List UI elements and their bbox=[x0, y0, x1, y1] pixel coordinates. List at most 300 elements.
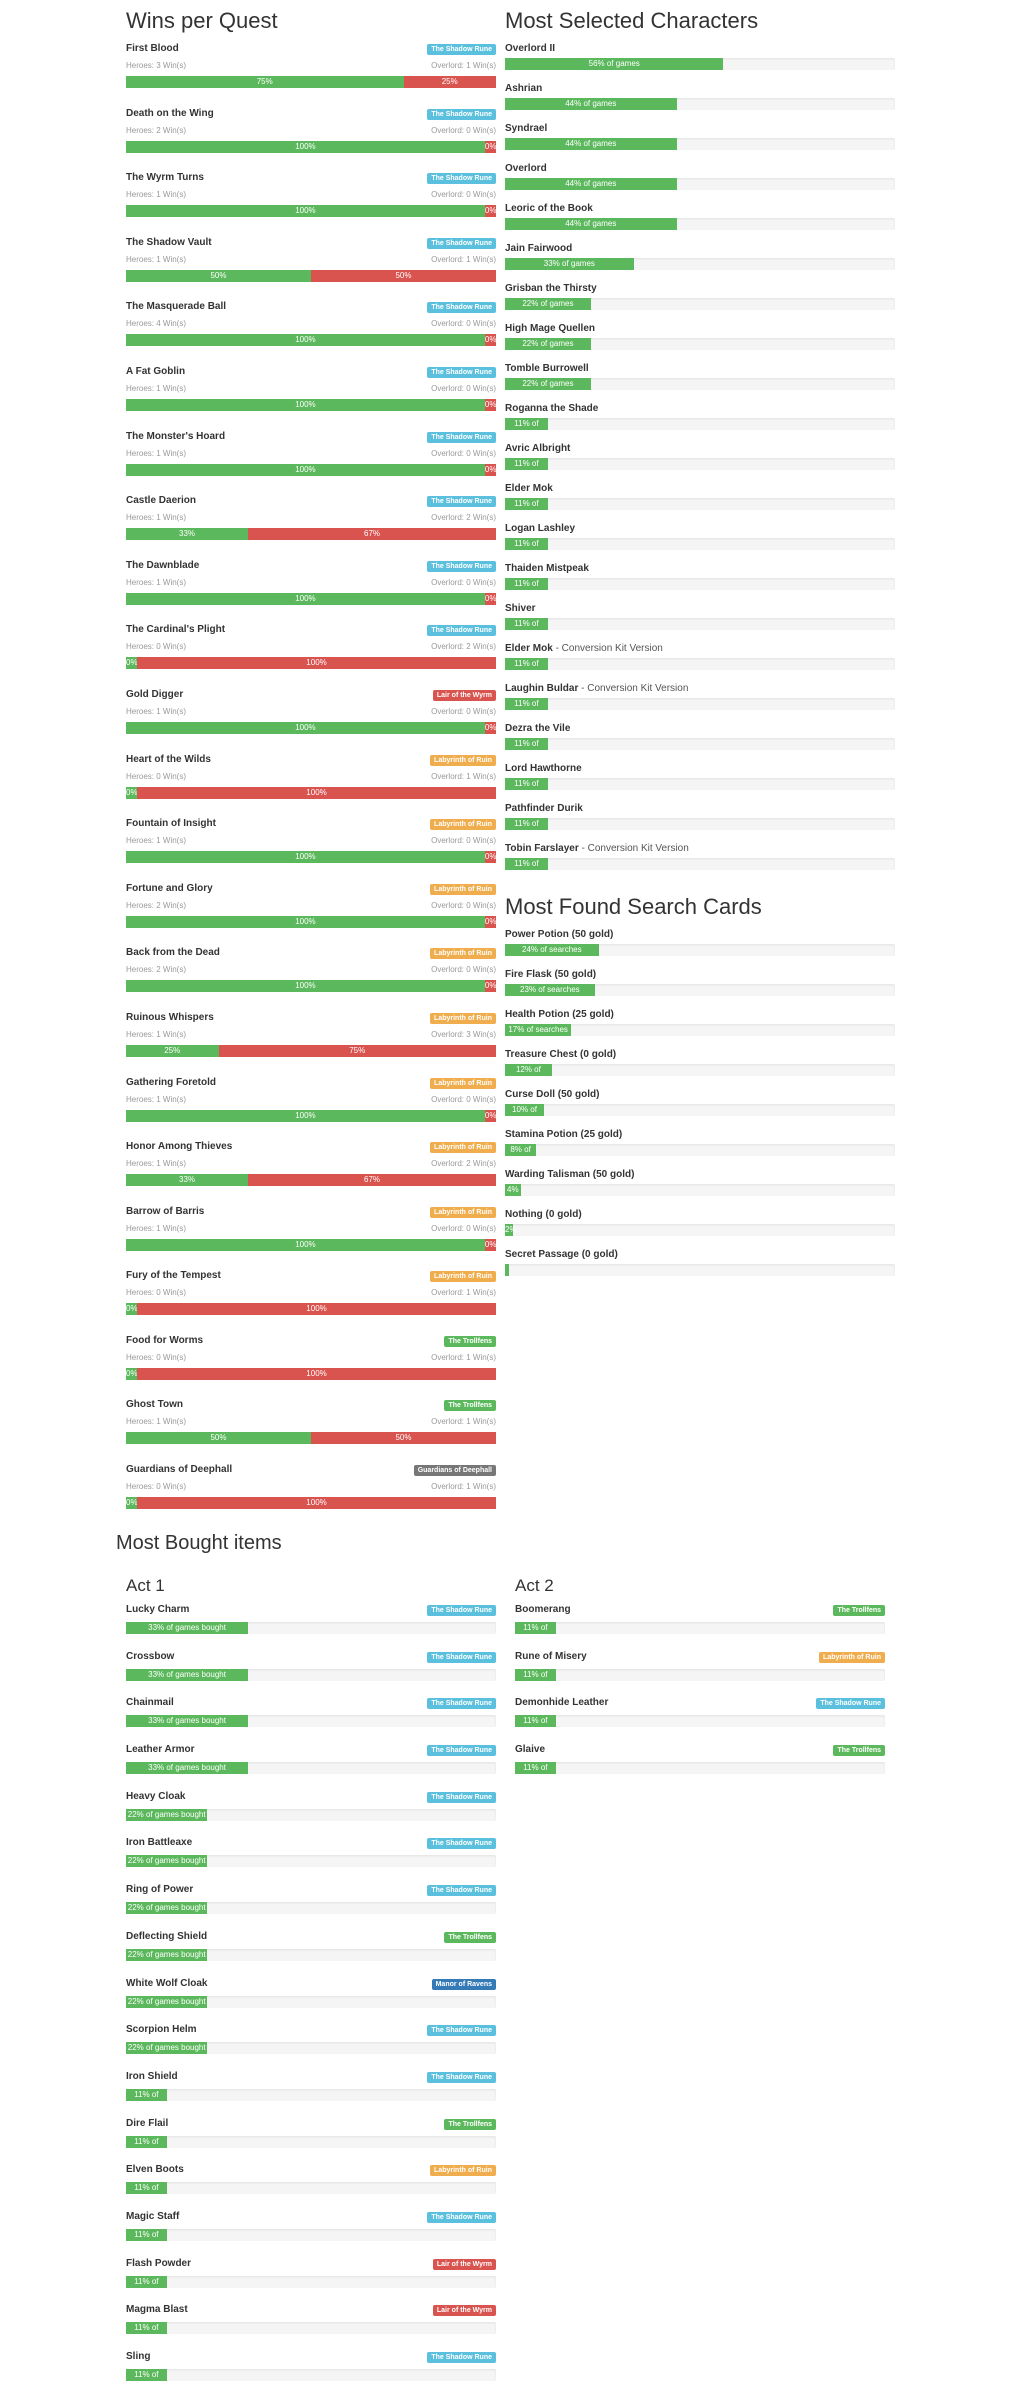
purchase-progress-fill: 11% of bbox=[126, 2369, 167, 2381]
quest-header bbox=[126, 1076, 496, 1090]
character-name-line bbox=[505, 722, 895, 736]
search-progress-bar bbox=[505, 1104, 895, 1116]
item-name: Chainmail bbox=[126, 1697, 174, 1709]
win-ratio-bar bbox=[126, 1432, 496, 1444]
character-name: Tomble Burrowell bbox=[505, 363, 589, 374]
search-progress-fill: 12% of bbox=[505, 1064, 552, 1076]
selection-progress-fill: 56% of games bbox=[505, 58, 723, 70]
quest-win-counts bbox=[126, 576, 496, 590]
win-ratio-bar bbox=[126, 1110, 496, 1122]
selection-progress-bar bbox=[505, 658, 895, 670]
selection-progress-bar bbox=[505, 418, 895, 430]
heroes-wins: Heroes: 1 Win(s) bbox=[126, 706, 187, 716]
expansion-tag: Labyrinth of Ruin bbox=[430, 2165, 496, 2176]
expansion-tag: Labyrinth of Ruin bbox=[430, 819, 496, 830]
item-row bbox=[126, 1836, 496, 1883]
quest-win-counts bbox=[126, 511, 496, 525]
overlord-win-segment: 0% bbox=[484, 464, 497, 474]
item-header bbox=[126, 1743, 496, 1757]
heroes-wins: Heroes: 2 Win(s) bbox=[126, 965, 187, 975]
character-row bbox=[505, 282, 895, 322]
expansion-tag: The Shadow Rune bbox=[427, 2025, 496, 2036]
overlord-wins: Overlord: 0 Win(s) bbox=[431, 900, 496, 910]
quest-row bbox=[126, 623, 496, 688]
win-ratio-bar bbox=[126, 1174, 496, 1186]
character-version-note: - Conversion Kit Version bbox=[552, 643, 663, 654]
character-row bbox=[505, 362, 895, 402]
quest-header bbox=[126, 365, 496, 379]
search-progress-fill: 10% of bbox=[505, 1104, 544, 1116]
most-selected-characters-panel bbox=[505, 0, 895, 882]
win-ratio-bar bbox=[126, 205, 496, 217]
heroes-wins: Heroes: 1 Win(s) bbox=[126, 513, 187, 523]
character-name: Grisban the Thirsty bbox=[505, 283, 597, 294]
selection-progress-fill: 44% of games bbox=[505, 98, 677, 110]
selection-progress-bar bbox=[505, 698, 895, 710]
purchase-progress-bar bbox=[515, 1715, 885, 1727]
quest-row bbox=[126, 1076, 496, 1141]
win-ratio-bar bbox=[126, 593, 496, 605]
most-selected-characters-title: Most Selected Characters bbox=[505, 8, 759, 33]
quest-header bbox=[126, 1140, 496, 1154]
character-name-line bbox=[505, 42, 895, 56]
character-row bbox=[505, 562, 895, 602]
heroes-win-segment: 0% bbox=[126, 1498, 138, 1508]
quest-name: Guardians of Deephall bbox=[126, 1464, 233, 1476]
character-name: Roganna the Shade bbox=[505, 403, 599, 414]
overlord-wins: Overlord: 0 Win(s) bbox=[431, 448, 496, 458]
heroes-win-segment: 100% bbox=[126, 399, 485, 411]
win-ratio-bar bbox=[126, 399, 496, 411]
expansion-tag: Labyrinth of Ruin bbox=[430, 1142, 496, 1153]
heroes-wins: Heroes: 1 Win(s) bbox=[126, 836, 187, 846]
expansion-tag: The Trollfens bbox=[444, 1400, 496, 1411]
purchase-progress-bar bbox=[126, 2369, 496, 2381]
quest-header bbox=[126, 559, 496, 573]
character-name-line bbox=[505, 122, 895, 136]
purchase-progress-fill: 11% of bbox=[126, 2136, 167, 2148]
selection-progress-bar bbox=[505, 778, 895, 790]
selection-progress-fill: 44% of games bbox=[505, 178, 677, 190]
item-name: Rune of Misery bbox=[515, 1650, 587, 1662]
expansion-tag: The Shadow Rune bbox=[427, 1698, 496, 1709]
selection-progress-bar bbox=[505, 738, 895, 750]
selection-progress-fill: 11% of bbox=[505, 618, 548, 630]
purchase-progress-bar bbox=[126, 1715, 496, 1727]
expansion-tag: The Trollfens bbox=[444, 1932, 496, 1943]
quest-win-counts bbox=[126, 253, 496, 267]
selection-progress-fill: 11% of bbox=[505, 538, 548, 550]
overlord-win-segment: 67% bbox=[248, 1174, 496, 1186]
heroes-wins: Heroes: 1 Win(s) bbox=[126, 1159, 187, 1169]
quest-row bbox=[126, 1463, 496, 1528]
quest-win-counts bbox=[126, 317, 496, 331]
item-name: Leather Armor bbox=[126, 1744, 195, 1756]
character-row bbox=[505, 442, 895, 482]
expansion-tag: The Shadow Rune bbox=[427, 1605, 496, 1616]
selection-progress-bar bbox=[505, 98, 895, 110]
search-card-row bbox=[505, 1248, 895, 1288]
character-name: High Mage Quellen bbox=[505, 323, 596, 334]
purchase-progress-bar bbox=[126, 2042, 496, 2054]
win-ratio-bar bbox=[126, 1303, 496, 1315]
item-header bbox=[126, 2023, 496, 2037]
heroes-win-segment: 50% bbox=[126, 270, 311, 282]
item-row bbox=[126, 1650, 496, 1697]
expansion-tag: The Shadow Rune bbox=[427, 1652, 496, 1663]
heroes-win-segment: 0% bbox=[126, 1368, 138, 1378]
search-progress-bar bbox=[505, 1144, 895, 1156]
overlord-win-segment: 0% bbox=[484, 399, 497, 409]
quest-name: Gold Digger bbox=[126, 688, 184, 700]
heroes-win-segment: 25% bbox=[126, 1045, 219, 1057]
purchase-progress-fill: 22% of games bought bbox=[127, 1996, 206, 2006]
character-name-line bbox=[505, 682, 895, 696]
item-name: Boomerang bbox=[515, 1604, 571, 1615]
purchase-progress-bar bbox=[126, 2089, 496, 2101]
character-name: Overlord bbox=[505, 163, 547, 174]
selection-progress-bar bbox=[505, 218, 895, 230]
quest-row bbox=[126, 1334, 496, 1399]
heroes-win-segment: 75% bbox=[126, 76, 404, 88]
selection-progress-fill: 11% of bbox=[505, 458, 548, 470]
quest-header bbox=[126, 107, 496, 121]
win-ratio-bar bbox=[126, 270, 496, 282]
expansion-tag: The Trollfens bbox=[444, 1336, 496, 1347]
purchase-progress-bar bbox=[515, 1669, 885, 1681]
purchase-progress-bar bbox=[126, 1622, 496, 1634]
win-ratio-bar bbox=[126, 76, 496, 88]
heroes-wins: Heroes: 1 Win(s) bbox=[126, 383, 187, 393]
item-header bbox=[126, 2257, 496, 2271]
heroes-wins: Heroes: 1 Win(s) bbox=[126, 1223, 187, 1233]
purchase-progress-bar bbox=[126, 1902, 496, 1914]
quest-header bbox=[126, 1205, 496, 1219]
item-name: Crossbow bbox=[126, 1650, 175, 1662]
purchase-progress-bar bbox=[126, 1949, 496, 1961]
character-name: Syndrael bbox=[505, 123, 548, 134]
character-row bbox=[505, 722, 895, 762]
wins-per-quest-panel bbox=[126, 0, 496, 1528]
quest-row bbox=[126, 1140, 496, 1205]
quest-win-counts bbox=[126, 834, 496, 848]
quest-header bbox=[126, 1011, 496, 1025]
heroes-wins: Heroes: 0 Win(s) bbox=[126, 1288, 187, 1298]
quest-header bbox=[126, 430, 496, 444]
search-card-row bbox=[505, 1208, 895, 1248]
heroes-win-segment: 0% bbox=[126, 658, 138, 668]
item-header bbox=[126, 1930, 496, 1944]
purchase-progress-bar bbox=[515, 1762, 885, 1774]
item-header bbox=[126, 1883, 496, 1897]
selection-progress-bar bbox=[505, 298, 895, 310]
heroes-win-segment: 100% bbox=[126, 334, 485, 346]
quest-win-counts bbox=[126, 899, 496, 913]
purchase-progress-fill: 22% of games bought bbox=[127, 1809, 206, 1819]
overlord-win-segment: 0% bbox=[484, 141, 497, 151]
purchase-progress-bar bbox=[126, 2322, 496, 2334]
expansion-tag: The Shadow Rune bbox=[427, 109, 496, 120]
purchase-progress-fill: 11% of bbox=[126, 2182, 167, 2194]
expansion-tag: The Shadow Rune bbox=[427, 561, 496, 572]
overlord-win-segment: 100% bbox=[137, 657, 496, 669]
selection-progress-fill: 11% of bbox=[505, 418, 548, 430]
quest-row bbox=[126, 1011, 496, 1076]
heroes-win-segment: 33% bbox=[126, 528, 248, 540]
purchase-progress-fill: 11% of bbox=[126, 2229, 167, 2241]
search-progress-bar bbox=[505, 1064, 895, 1076]
quest-header bbox=[126, 1398, 496, 1412]
expansion-tag: Lair of the Wyrm bbox=[433, 690, 496, 701]
character-row bbox=[505, 242, 895, 282]
quest-win-counts bbox=[126, 770, 496, 784]
selection-progress-fill: 33% of games bbox=[505, 258, 634, 270]
selection-progress-bar bbox=[505, 178, 895, 190]
quest-name: Honor Among Thieves bbox=[126, 1141, 233, 1153]
quest-row bbox=[126, 882, 496, 947]
search-progress-fill bbox=[505, 1264, 509, 1276]
character-name-line bbox=[505, 242, 895, 256]
search-card-row bbox=[505, 928, 895, 968]
quest-win-counts bbox=[126, 59, 496, 73]
search-card-name: Stamina Potion (25 gold) bbox=[505, 1129, 623, 1140]
purchase-progress-bar bbox=[126, 1809, 496, 1821]
win-ratio-bar bbox=[126, 334, 496, 346]
character-name: Ashrian bbox=[505, 83, 543, 94]
expansion-tag: Labyrinth of Ruin bbox=[819, 1652, 885, 1663]
character-name: Shiver bbox=[505, 603, 536, 614]
character-name-line bbox=[505, 362, 895, 376]
overlord-wins: Overlord: 1 Win(s) bbox=[431, 1417, 496, 1427]
heroes-wins: Heroes: 3 Win(s) bbox=[126, 61, 187, 70]
win-ratio-bar bbox=[126, 787, 496, 799]
search-progress-bar bbox=[505, 944, 895, 956]
search-card-row bbox=[505, 1128, 895, 1168]
purchase-progress-fill: 11% of bbox=[515, 1622, 556, 1634]
quest-win-counts bbox=[126, 382, 496, 396]
overlord-wins: Overlord: 1 Win(s) bbox=[431, 1352, 496, 1362]
purchase-progress-fill: 22% of games bought bbox=[127, 1903, 206, 1913]
overlord-win-segment: 100% bbox=[137, 787, 496, 799]
overlord-win-segment: 0% bbox=[484, 852, 497, 862]
character-name-line bbox=[505, 402, 895, 416]
item-header bbox=[515, 1650, 885, 1664]
quest-name: Barrow of Barris bbox=[126, 1205, 205, 1217]
quest-header bbox=[126, 171, 496, 185]
expansion-tag: The Shadow Rune bbox=[427, 367, 496, 378]
purchase-progress-fill: 22% of games bought bbox=[127, 1856, 206, 1866]
quest-header bbox=[126, 623, 496, 637]
expansion-tag: The Shadow Rune bbox=[427, 2212, 496, 2223]
win-ratio-bar bbox=[126, 916, 496, 928]
heroes-win-segment: 100% bbox=[126, 916, 485, 928]
character-row bbox=[505, 82, 895, 122]
expansion-tag: Labyrinth of Ruin bbox=[430, 1271, 496, 1282]
quest-name: Ghost Town bbox=[126, 1399, 184, 1411]
purchase-progress-bar bbox=[126, 2182, 496, 2194]
overlord-wins: Overlord: 0 Win(s) bbox=[431, 125, 496, 135]
character-name: Elder Mok bbox=[505, 643, 553, 654]
win-ratio-bar bbox=[126, 528, 496, 540]
overlord-wins: Overlord: 1 Win(s) bbox=[431, 1288, 496, 1298]
heroes-wins: Heroes: 1 Win(s) bbox=[126, 448, 187, 458]
item-header bbox=[515, 1696, 885, 1710]
search-progress-fill: 4% bbox=[505, 1184, 521, 1196]
item-header bbox=[126, 2163, 496, 2177]
expansion-tag: The Shadow Rune bbox=[427, 44, 496, 55]
item-name: Sling bbox=[126, 2351, 151, 2362]
overlord-wins: Overlord: 2 Win(s) bbox=[431, 513, 496, 523]
selection-progress-fill: 22% of games bbox=[505, 298, 591, 310]
character-name: Laughin Buldar bbox=[505, 683, 579, 694]
item-row bbox=[126, 2117, 496, 2164]
quest-header bbox=[126, 494, 496, 508]
heroes-wins: Heroes: 1 Win(s) bbox=[126, 1029, 187, 1039]
quest-name: Fountain of Insight bbox=[126, 818, 216, 830]
heroes-wins: Heroes: 1 Win(s) bbox=[126, 254, 187, 264]
heroes-win-segment: 100% bbox=[126, 851, 485, 863]
purchase-progress-fill: 11% of bbox=[126, 2276, 167, 2288]
win-ratio-bar bbox=[126, 1239, 496, 1251]
item-row bbox=[126, 1977, 496, 2024]
character-version-note: - Conversion Kit Version bbox=[578, 683, 689, 694]
search-progress-fill: 17% of searches bbox=[505, 1024, 571, 1036]
character-name: Jain Fairwood bbox=[505, 243, 573, 254]
heroes-wins: Heroes: 2 Win(s) bbox=[126, 900, 187, 910]
overlord-win-segment: 100% bbox=[137, 1303, 496, 1315]
expansion-tag: Lair of the Wyrm bbox=[433, 2305, 496, 2316]
item-row bbox=[126, 1790, 496, 1837]
quest-name: Fortune and Glory bbox=[126, 882, 213, 894]
quest-win-counts bbox=[126, 1222, 496, 1236]
quest-header bbox=[126, 688, 496, 702]
win-ratio-bar bbox=[126, 851, 496, 863]
item-row bbox=[126, 2210, 496, 2257]
selection-progress-fill: 22% of games bbox=[505, 338, 591, 350]
expansion-tag: The Shadow Rune bbox=[427, 238, 496, 249]
search-progress-bar bbox=[505, 984, 895, 996]
item-header bbox=[126, 1603, 496, 1617]
purchase-progress-bar bbox=[126, 2229, 496, 2241]
character-list bbox=[505, 42, 895, 882]
quest-row bbox=[126, 559, 496, 624]
purchase-progress-fill: 11% of bbox=[515, 1669, 556, 1681]
character-name-line bbox=[505, 162, 895, 176]
quest-header bbox=[126, 1269, 496, 1283]
character-name: Leoric of the Book bbox=[505, 203, 593, 214]
selection-progress-fill: 11% of bbox=[505, 858, 548, 870]
search-progress-fill: 24% of searches bbox=[505, 944, 599, 956]
search-card-row bbox=[505, 1088, 895, 1128]
quest-name: A Fat Goblin bbox=[126, 365, 186, 377]
win-ratio-bar bbox=[126, 980, 496, 992]
item-header bbox=[126, 2210, 496, 2224]
item-name: Flash Powder bbox=[126, 2257, 192, 2269]
win-ratio-bar bbox=[126, 1045, 496, 1057]
expansion-tag: Labyrinth of Ruin bbox=[430, 1207, 496, 1218]
item-row bbox=[126, 1603, 496, 1650]
purchase-progress-fill: 33% of games bought bbox=[126, 1622, 248, 1634]
search-card-name: Secret Passage (0 gold) bbox=[505, 1249, 618, 1260]
expansion-tag: The Shadow Rune bbox=[427, 1838, 496, 1849]
quest-row bbox=[126, 430, 496, 495]
character-name-line bbox=[505, 802, 895, 816]
expansion-tag: Labyrinth of Ruin bbox=[430, 755, 496, 766]
expansion-tag: Labyrinth of Ruin bbox=[430, 948, 496, 959]
win-ratio-bar bbox=[126, 657, 496, 669]
overlord-win-segment: 0% bbox=[484, 1239, 497, 1249]
quest-name: Back from the Dead bbox=[126, 947, 220, 959]
item-name: Iron Battleaxe bbox=[126, 1837, 193, 1849]
character-name: Pathfinder Durik bbox=[505, 803, 583, 814]
expansion-tag: Labyrinth of Ruin bbox=[430, 1013, 496, 1024]
purchase-progress-bar bbox=[126, 1855, 496, 1867]
selection-progress-bar bbox=[505, 538, 895, 550]
character-name: Thaiden Mistpeak bbox=[505, 563, 589, 574]
purchase-progress-bar bbox=[126, 2276, 496, 2288]
most-found-search-cards-title: Most Found Search Cards bbox=[505, 894, 762, 919]
expansion-tag: The Shadow Rune bbox=[427, 1792, 496, 1803]
purchase-progress-fill: 33% of games bought bbox=[126, 1715, 248, 1727]
quest-name: First Blood bbox=[126, 43, 179, 54]
quest-header bbox=[126, 817, 496, 831]
quest-row bbox=[126, 42, 496, 107]
purchase-progress-fill: 33% of games bought bbox=[126, 1762, 248, 1774]
item-header bbox=[126, 2303, 496, 2317]
item-name: Iron Shield bbox=[126, 2070, 178, 2082]
selection-progress-bar bbox=[505, 58, 895, 70]
search-card-row bbox=[505, 1048, 895, 1088]
item-row bbox=[126, 1883, 496, 1930]
heroes-win-segment: 0% bbox=[126, 1304, 138, 1314]
search-progress-fill: 8% of bbox=[505, 1144, 536, 1156]
overlord-wins: Overlord: 1 Win(s) bbox=[431, 1482, 496, 1492]
overlord-win-segment: 0% bbox=[484, 593, 497, 603]
selection-progress-bar bbox=[505, 258, 895, 270]
purchase-progress-bar bbox=[126, 1669, 496, 1681]
character-name: Dezra the Vile bbox=[505, 723, 571, 734]
overlord-win-segment: 0% bbox=[484, 335, 497, 345]
search-card-name: Health Potion (25 gold) bbox=[505, 1009, 614, 1020]
search-card-row bbox=[505, 1008, 895, 1048]
quest-name: Fury of the Tempest bbox=[126, 1270, 221, 1282]
heroes-win-segment: 100% bbox=[126, 722, 485, 734]
overlord-win-segment: 25% bbox=[404, 76, 497, 88]
selection-progress-fill: 11% of bbox=[505, 658, 548, 670]
item-row bbox=[515, 1696, 885, 1743]
item-header bbox=[126, 2117, 496, 2131]
item-row bbox=[126, 2070, 496, 2117]
quest-header bbox=[126, 1463, 496, 1477]
heroes-win-segment: 0% bbox=[126, 787, 138, 797]
item-row bbox=[515, 1743, 885, 1790]
win-ratio-bar bbox=[126, 722, 496, 734]
quest-name: Gathering Foretold bbox=[126, 1076, 216, 1088]
item-row bbox=[126, 2303, 496, 2350]
heroes-win-segment: 33% bbox=[126, 1174, 248, 1186]
search-card-name: Warding Talisman (50 gold) bbox=[505, 1169, 635, 1180]
expansion-tag: The Trollfens bbox=[833, 1745, 885, 1756]
purchase-progress-fill: 11% of bbox=[515, 1762, 556, 1774]
search-card-row bbox=[505, 968, 895, 1008]
selection-progress-fill: 11% of bbox=[505, 738, 548, 750]
item-name: Magic Staff bbox=[126, 2210, 180, 2222]
item-row bbox=[126, 1930, 496, 1977]
quest-header bbox=[126, 236, 496, 250]
expansion-tag: The Shadow Rune bbox=[427, 1745, 496, 1756]
character-name-line bbox=[505, 562, 895, 576]
search-progress-bar bbox=[505, 1264, 895, 1276]
